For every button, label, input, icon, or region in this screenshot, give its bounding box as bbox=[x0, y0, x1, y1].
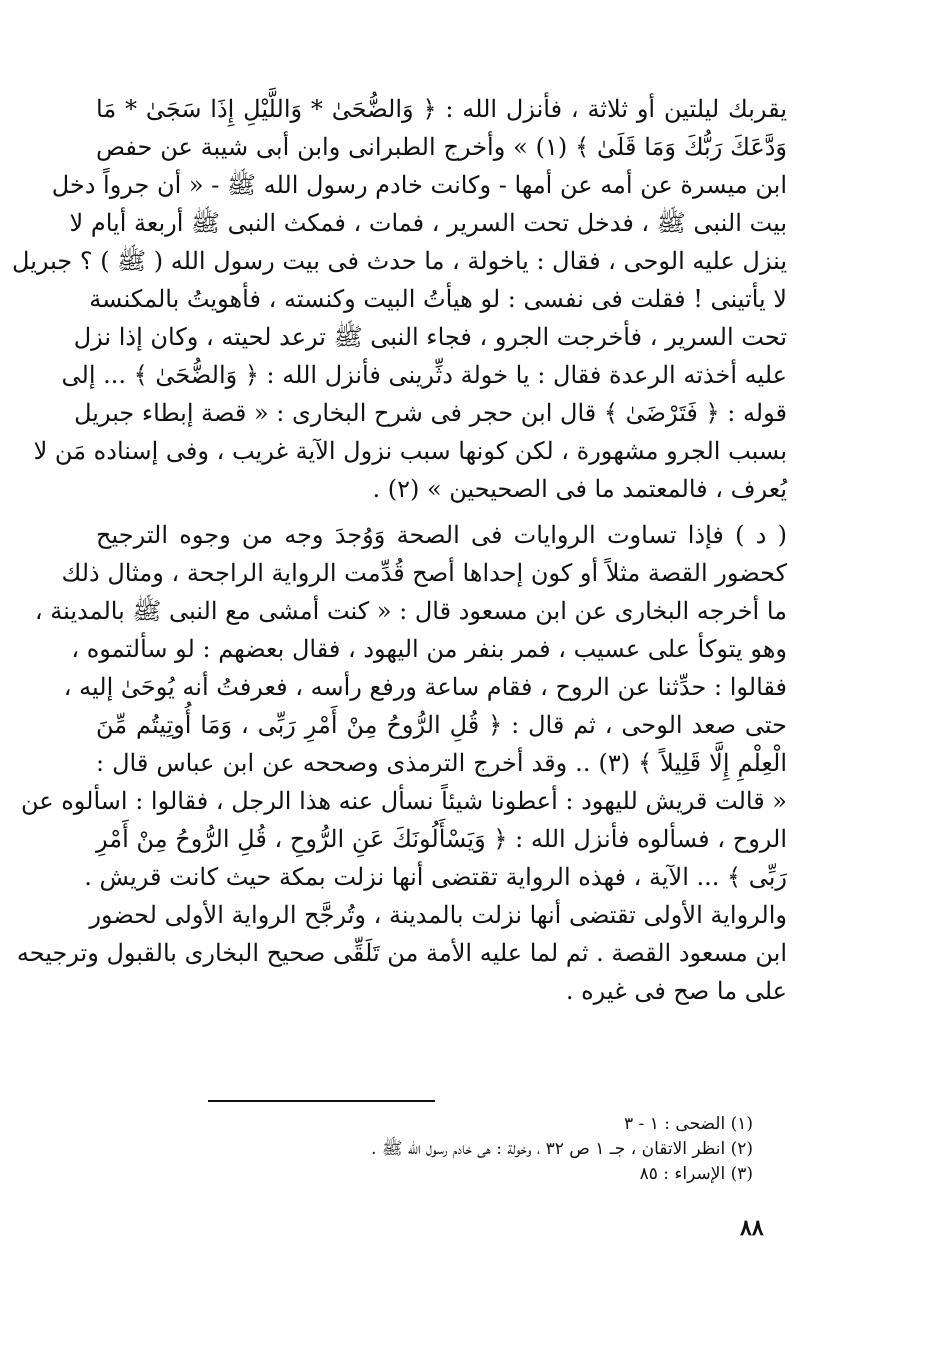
text-line: وهو يتوكأ على عسيب ، فمر بنفر من اليهود ، فقال بعضهم : لو سألتموه ، bbox=[71, 635, 787, 663]
text-line: ابن مسعود القصة . ثم لما عليه الأمة من تَلَقِّى صحيح البخارى بالقبول وترجيحه bbox=[16, 939, 787, 967]
paragraph-1 bbox=[12, 90, 787, 508]
text-line: لا يأتينى ! فقلت فى نفسى : لو هيأتُ البيت وكنسته ، فأهويتُ بالمكنسة bbox=[89, 285, 787, 313]
text-line: حتى صعد الوحى ، ثم قال : ﴿ قُلِ الرُّوحُ مِنْ أَمْرِ رَبِّى ، وَمَا أُوتِيتُم مِّنَ bbox=[96, 711, 787, 739]
text-line: ما أخرجه البخارى عن ابن مسعود قال : « كنت أمشى مع النبى ﷺ بالمدينة ، bbox=[34, 597, 787, 625]
page-number: ٨٨ bbox=[740, 1215, 764, 1241]
text-line: قوله : ﴿ فَتَرْضَىٰ ﴾ قال ابن حجر فى شرح البخارى : « قصة إبطاء جبريل bbox=[74, 399, 787, 427]
text-line: بيت النبى ﷺ ، فدخل تحت السرير ، فمات ، فمكث النبى ﷺ أربعة أيام لا bbox=[69, 209, 787, 237]
text-line: « قالت قريش لليهود : أعطونا شيئاً نسأل عنه هذا الرجل ، فقالوا : اسألوه عن bbox=[20, 787, 787, 815]
text-line: فقالوا : حدِّثنا عن الروح ، فقام ساعة ورفع رأسه ، فعرفتُ أنه يُوحَىٰ إليه ، bbox=[63, 673, 787, 701]
text-line: تحت السرير ، فأخرجت الجرو ، فجاء النبى ﷺ ترعد لحيته ، وكان إذا نزل bbox=[73, 323, 787, 351]
text-line: كحضور القصة مثلاً أو كون إحداها أصح قُدِّمت الرواية الراجحة ، ومثال ذلك bbox=[61, 559, 787, 587]
footnote: (٣) الإسراء : ٨٥ bbox=[639, 1164, 753, 1184]
footnote: (١) الضحى : ١ - ٣ bbox=[624, 1114, 753, 1134]
text-line: الروح ، فسألوه فأنزل الله : ﴿ وَيَسْأَلُونَكَ عَنِ الرُّوحِ ، قُلِ الرُّوحُ مِنْ أَمْرِ bbox=[96, 825, 787, 853]
text-line: ( د ) فإذا تساوت الروايات فى الصحة وَوُجدَ وجه من وجوه الترجيح bbox=[96, 521, 787, 549]
footnotes bbox=[153, 1112, 753, 1187]
text-line: ينزل عليه الوحى ، فقال : ياخولة ، ما حدث فى بيت رسول الله ( ﷺ ) ؟ جبريل bbox=[12, 247, 787, 275]
text-line: على ما صح فى غيره . bbox=[565, 977, 787, 1005]
text-line: يُعرف ، فالمعتمد ما فى الصحيحين » (٢) . bbox=[372, 475, 787, 503]
text-line: والرواية الأولى تقتضى أنها نزلت بالمدينة ، وتُرجَّح الرواية الأولى لحضور bbox=[89, 901, 787, 929]
footnote: (٢) انظر الاتقان ، جـ ١ ص ٣٢ ، وخولة : هى خادم رسول الله ﷺ . bbox=[371, 1139, 753, 1159]
text-line: عليه أخذته الرعدة فقال : يا خولة دثِّرينى فأنزل الله : ﴿ وَالضُّحَىٰ ﴾ ... إلى bbox=[61, 361, 787, 389]
paragraph-2 bbox=[16, 508, 787, 1010]
page-body bbox=[12, 90, 787, 1010]
text-line: رَبِّى ﴾ ... الآية ، فهذه الرواية تقتضى أنها نزلت بمكة حيث كانت قريش . bbox=[84, 863, 787, 891]
text-line: بسبب الجرو مشهورة ، لكن كونها سبب نزول الآية غريب ، وفى إسناده مَن لا bbox=[33, 437, 787, 465]
text-line: وَدَّعَكَ رَبُّكَ وَمَا قَلَىٰ ﴾ (١) » وأخرج الطبرانى وابن أبى شيبة عن حفص bbox=[96, 133, 787, 161]
text-line: ابن ميسرة عن أمه عن أمها - وكانت خادم رسول الله ﷺ - « أن جرواً دخل bbox=[51, 171, 787, 199]
text-line: الْعِلْمِ إِلَّا قَلِيلاً ﴾ (٣) .. وقد أخرج الترمذى وصححه عن ابن عباس قال : bbox=[96, 749, 787, 777]
footnote-divider bbox=[208, 1100, 435, 1102]
text-line: يقربك ليلتين أو ثلاثة ، فأنزل الله : ﴿ وَالضُّحَىٰ * وَاللَّيْلِ إِذَا سَجَىٰ * مَا bbox=[96, 95, 787, 123]
